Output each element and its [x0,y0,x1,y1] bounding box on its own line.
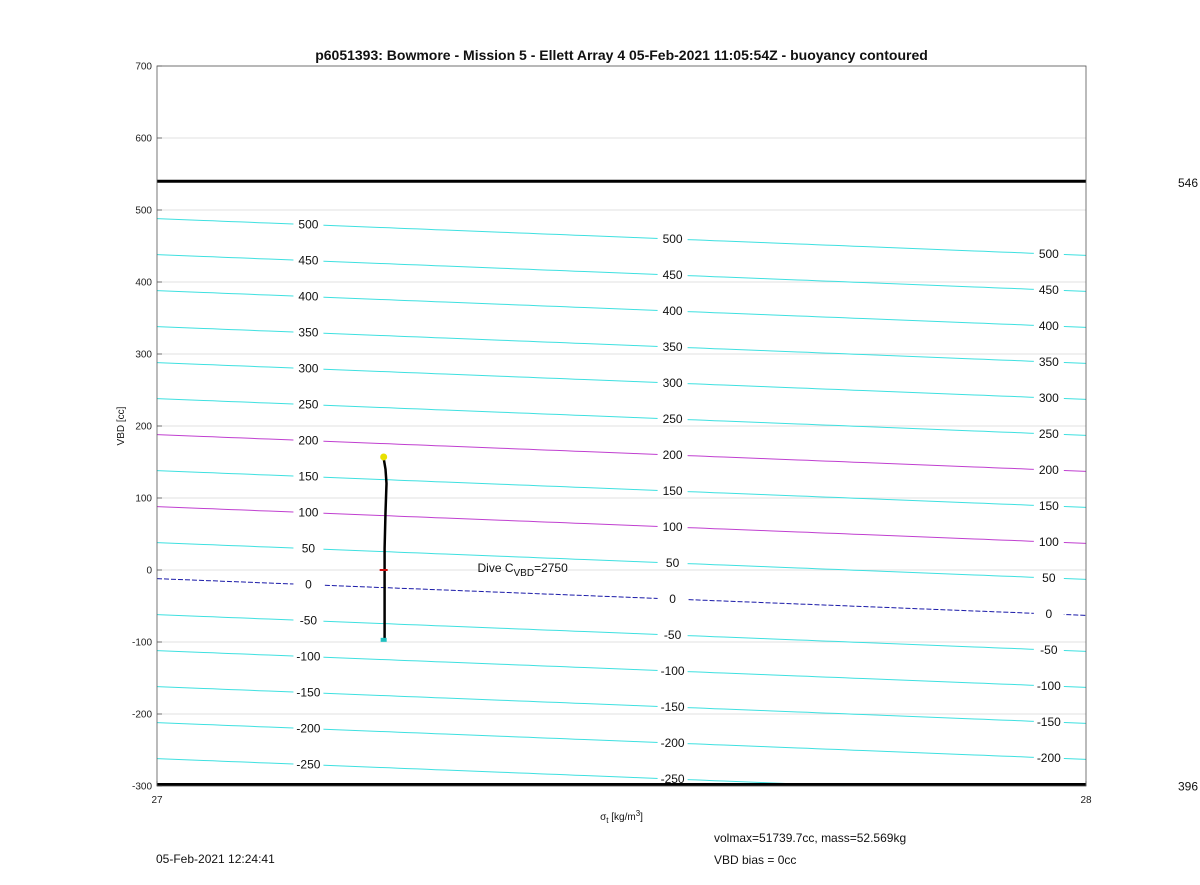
contour-label: 350 [662,340,683,355]
y-tick-label: 500 [135,205,152,217]
contour-label: 400 [298,289,319,304]
contour-label: 50 [1042,570,1056,585]
contour-label: 400 [662,304,683,319]
contour-label: 500 [662,232,683,247]
contour-label: 450 [298,253,319,268]
contour-label: 450 [662,268,683,283]
y-axis-label: VBD [cc] [116,406,127,446]
contour-label: -150 [296,685,321,700]
footer-timestamp: 05-Feb-2021 12:24:41 [156,852,275,866]
contour-label: 350 [298,325,319,340]
chart-title: p6051393: Bowmore - Mission 5 - Ellett Array 4 05-Feb-2021 11:05:54Z - buoyancy contoured [315,47,928,63]
contour-label: -200 [296,721,321,736]
contour-label: 300 [298,361,319,376]
x-axis-label: $\sigma_t$ $[kg/m^3]$ [600,809,643,825]
contour-label: 100 [298,505,319,520]
contour-label: -150 [1036,714,1061,729]
contour-label: 100 [1038,534,1059,549]
y-tick-label: 700 [135,61,152,73]
dive-cvbd-annotation: Dive $C_{VBD}=2750$ [477,561,568,580]
contour-label: 250 [298,397,319,412]
y-tick-label: 300 [135,349,152,361]
contour-label: 200 [298,433,319,448]
contour-line [157,759,845,786]
contour-label: -200 [1036,750,1061,765]
dive-end-marker [381,638,387,642]
axis-ticks [132,62,1092,807]
contour-label: 150 [1038,498,1059,513]
contour-label: 50 [665,556,680,571]
contour-label: -250 [296,757,321,772]
contour-label: -50 [663,628,682,643]
x-tick-label: 28 [1080,795,1092,806]
contour-label: -150 [660,700,685,715]
contour-label: 0 [305,577,312,592]
contour-label: 300 [662,376,683,391]
dive-start-marker [380,453,387,460]
contour-label: -100 [660,664,685,679]
contour-label: 200 [662,448,683,463]
buoyancy-contours [157,218,1086,786]
contour-label: 150 [298,469,319,484]
contour-label: 150 [662,484,683,499]
dive-trace-line [384,458,387,639]
y-tick-label: -100 [131,637,152,649]
contour-label: -50 [299,613,318,628]
contour-label: 500 [1038,246,1059,261]
x-tick-label: 27 [151,795,163,806]
contour-label: 250 [1038,426,1059,441]
limit-label: 396 [1178,779,1199,794]
contour-label: -50 [1040,642,1058,657]
contour-label: 50 [301,541,316,556]
contour-label: 0 [1045,606,1053,621]
contour-label: 500 [298,217,319,232]
y-tick-label: 0 [146,565,152,577]
y-tick-label: -300 [131,781,152,793]
contour-label: 450 [1038,282,1059,297]
footer-vbd-bias: VBD bias = 0cc [714,853,797,867]
dive-trace [380,453,388,641]
contour-level [157,758,845,786]
contour-label: 100 [662,520,683,535]
y-tick-label: -200 [131,709,152,721]
footer-volmax: volmax=51739.7cc, mass=52.569kg [714,831,907,845]
contour-label: 300 [1038,390,1059,405]
grid-lines [157,66,1086,786]
contour-label: 400 [1038,318,1059,333]
contour-label: 0 [669,592,676,607]
y-tick-label: 200 [135,421,152,433]
y-tick-label: 400 [135,277,152,289]
contour-label: 350 [1038,354,1059,369]
contour-label: 250 [662,412,683,427]
y-tick-label: 100 [135,493,152,505]
contour-label: -100 [1036,678,1061,693]
contour-label: -100 [296,649,321,664]
limit-label: 546 [1178,176,1199,191]
y-tick-label: 600 [135,133,152,145]
contour-label: -200 [660,736,685,751]
contour-label: 200 [1038,462,1059,477]
contour-label: -250 [660,772,685,787]
